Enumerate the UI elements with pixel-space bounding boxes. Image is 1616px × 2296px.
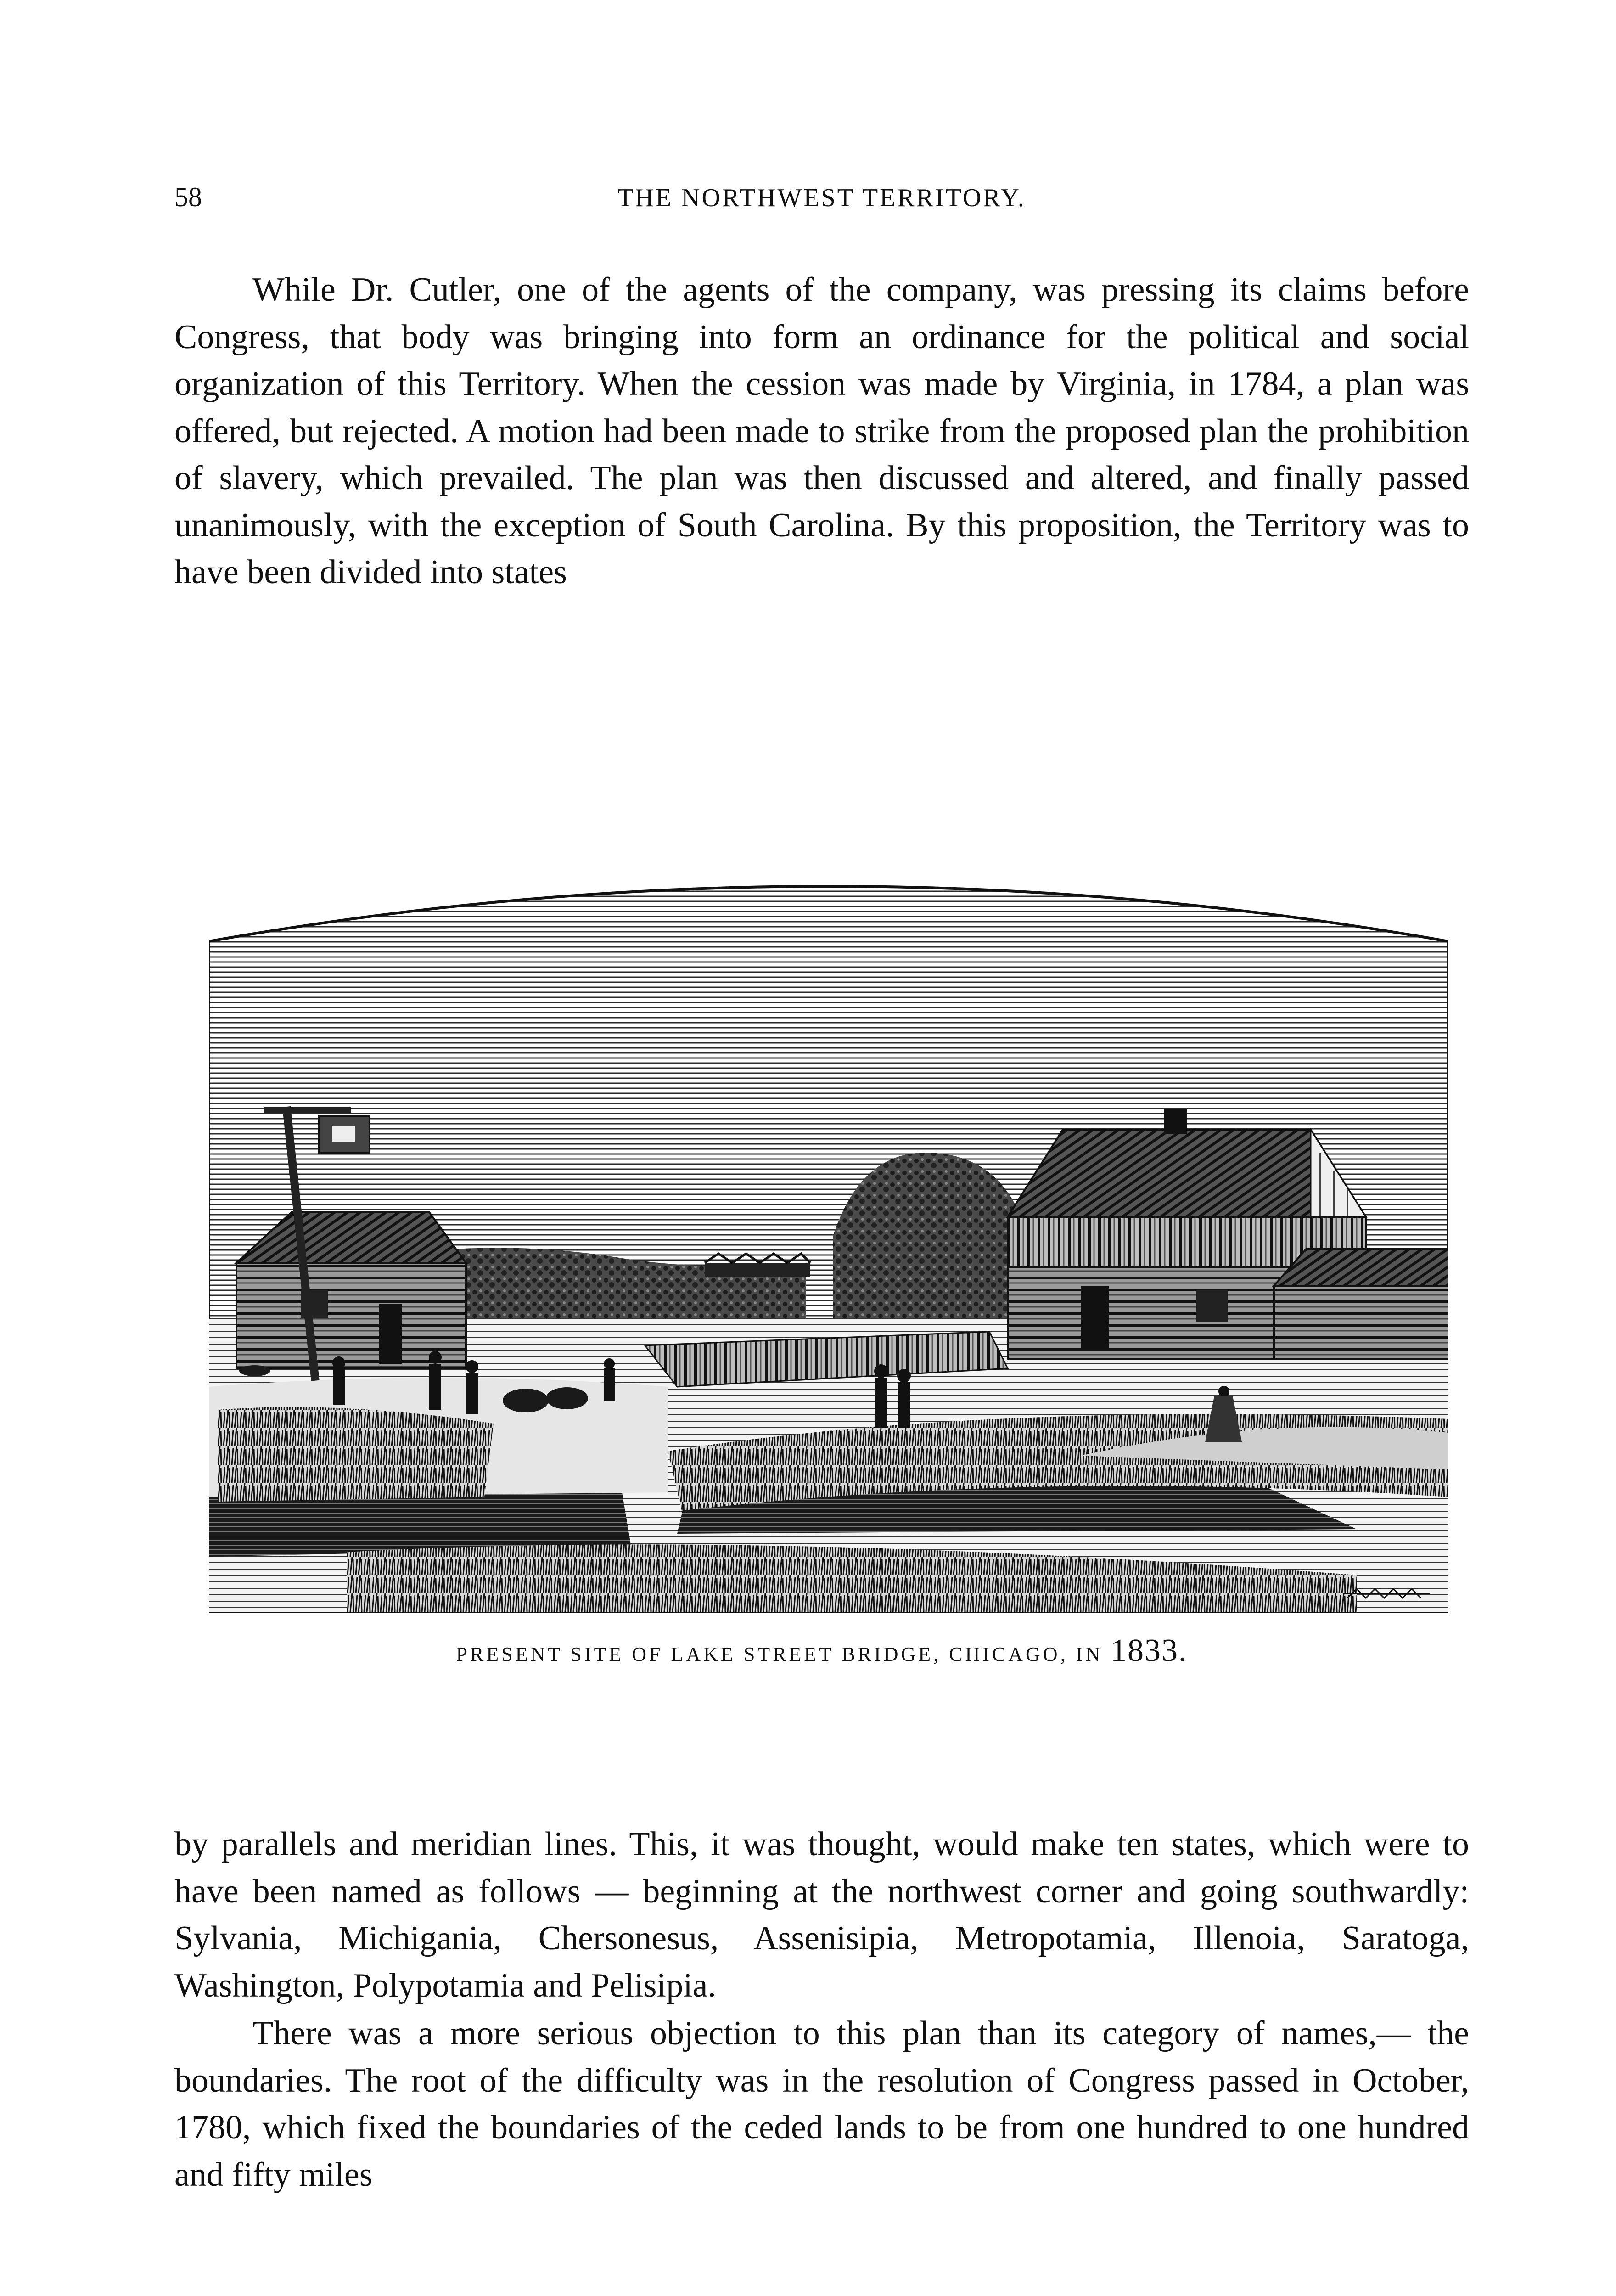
paragraph: There was a more serious objection to this plan than its category of names,— the boundaries. The root of the difficulty was in the resolution of Congress passed in October, 1780, which fixed the boundaries of the ceded lands to be from one hundred to one hundred and fifty miles: [174, 2015, 1469, 2194]
page-number: 58: [174, 182, 202, 212]
caption-year: 1833.: [1111, 1633, 1188, 1668]
text-block-bottom: [174, 1821, 1469, 2198]
paragraph: While Dr. Cutler, one of the agents of the company, was pressing its claims before Congress, that body was bringing into form an ordinance for the political and social organization of this Territory. When the cession was made by Virginia, in 1784, a plan was offered, but rejected. A motion had been made to strike from the proposed plan the prohibition of slavery, which prevailed. The plan was then discussed and altered, and finally passed unanimously, with the exception of South Carolina. By this proposition, the Territory was to have been divided into states: [174, 271, 1469, 591]
text-block-top: [174, 266, 1469, 596]
figure-caption: [174, 1632, 1469, 1669]
paragraph: by parallels and meridian lines. This, it was thought, would make ten states, which were to have been named as follows — beginning at the northwest corner and going southwardly: Sylvania, Michigania, Chersonesus, Assenisipia, Metropotamia, Illenoia, Saratoga, Washington, Polypotamia and Pelisipia.: [174, 1825, 1469, 2004]
running-title: THE NORTHWEST TERRITORY.: [617, 184, 1026, 212]
running-head: [174, 181, 1469, 218]
caption-text: PRESENT SITE OF LAKE STREET BRIDGE, CHICAGO, IN: [456, 1643, 1103, 1666]
engraving-illustration: [209, 859, 1448, 1626]
